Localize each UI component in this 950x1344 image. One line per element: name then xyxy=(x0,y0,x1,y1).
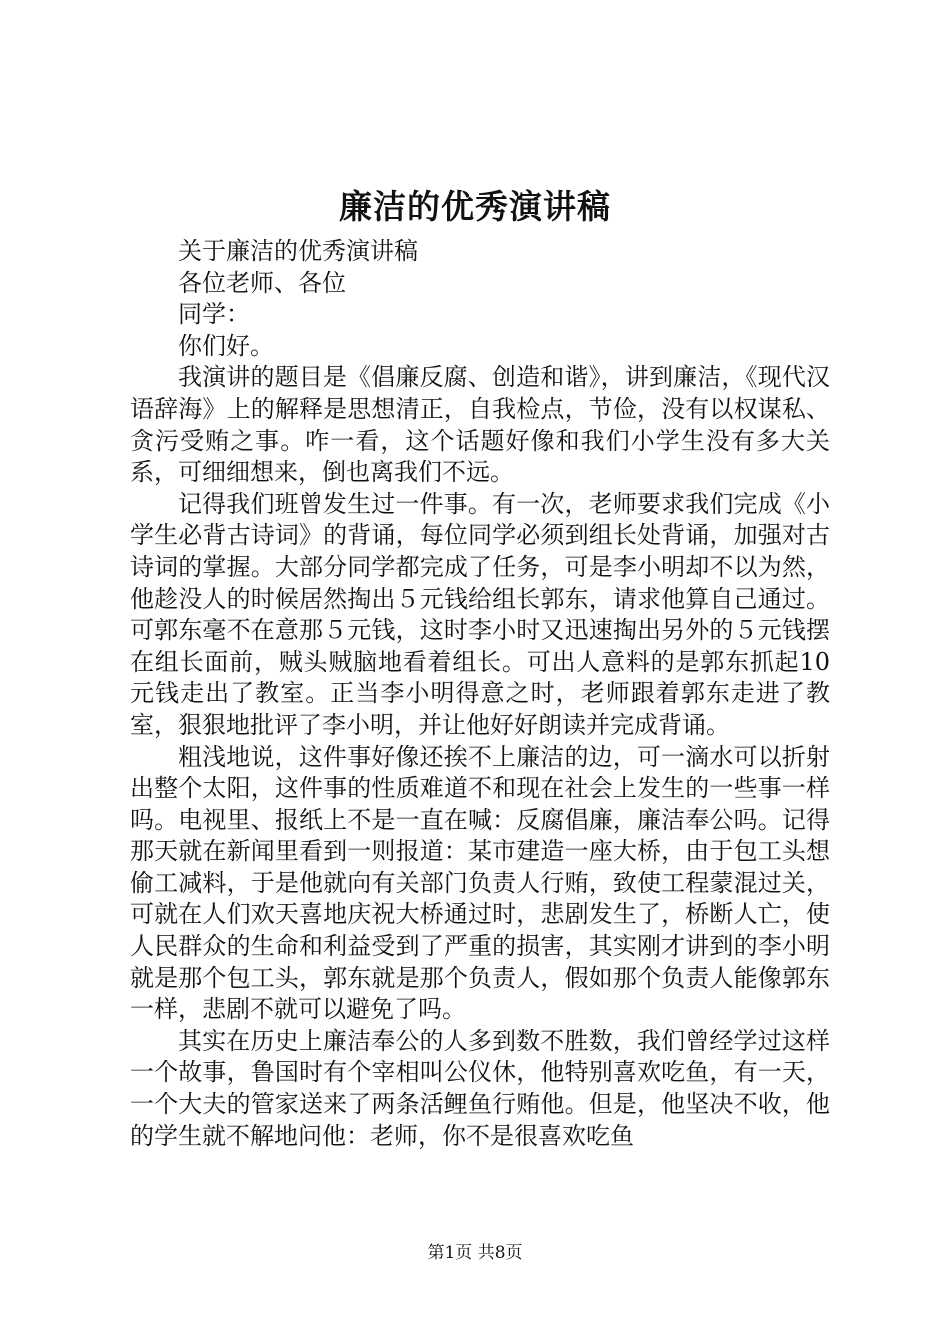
paragraph-reflection: 粗浅地说，这件事好像还挨不上廉洁的边，可一滴水可以折射出整个太阳，这件事的性质难道不和现在社会上发生的一些事一样吗。电视里、报纸上不是一直在喊：反腐倡廉，廉洁奉公吗。记得那天就在新闻里看到一则报道：某市建造一座大桥，由于包工头想偷工减料，于是他就向有关部门负责人行贿，致使工程蒙混过关，可就在人们欢天喜地庆祝大桥通过时，悲剧发生了，桥断人亡，使人民群众的生命和利益受到了严重的损害，其实刚才讲到的李小明就是那个包工头，郭东就是那个负责人，假如那个负责人能像郭东一样，悲剧不就可以避免了吗。 xyxy=(130,742,830,1024)
document-body xyxy=(130,236,830,1152)
document-title: 廉洁的优秀演讲稿 xyxy=(339,187,611,226)
paragraph-greeting: 你们好。 xyxy=(178,331,274,360)
paragraph-salutation-2: 同学： xyxy=(178,300,250,329)
paragraph-topic: 我演讲的题目是《倡廉反腐、创造和谐》，讲到廉洁，《现代汉语辞海》上的解释是思想清正，自我检点，节俭，没有以权谋私、贪污受贿之事。咋一看，这个话题好像和我们小学生没有多大关系，可细细想来，倒也离我们不远。 xyxy=(130,363,830,487)
paragraph-story: 记得我们班曾发生过一件事。有一次，老师要求我们完成《小学生必背古诗词》的背诵，每位同学必须到组长处背诵，加强对古诗词的掌握。大部分同学都完成了任务，可是李小明却不以为然，他趁没人的时候居然掏出５元钱给组长郭东，请求他算自己通过。可郭东毫不在意那５元钱，这时李小时又迅速掏出另外的５元钱摆在组长面前，贼头贼脑地看着组长。可出人意料的是郭东抓起10元钱走出了教室。正当李小明得意之时，老师跟着郭东走进了教室，狠狠地批评了李小明，并让他好好朗读并完成背诵。 xyxy=(130,489,830,739)
paragraph-salutation-1: 各位老师、各位 xyxy=(178,268,346,297)
page-footer: 第1页 共8页 xyxy=(427,1243,523,1263)
paragraph-heading: 关于廉洁的优秀演讲稿 xyxy=(178,237,418,265)
paragraph-history: 其实在历史上廉洁奉公的人多到数不胜数，我们曾经学过这样一个故事，鲁国时有个宰相叫公仪休，他特别喜欢吃鱼，有一天，一个大夫的管家送来了两条活鲤鱼行贿他。但是，他坚决不收，他的学生就不解地问他：老师，你不是很喜欢吃鱼 xyxy=(130,1026,830,1150)
